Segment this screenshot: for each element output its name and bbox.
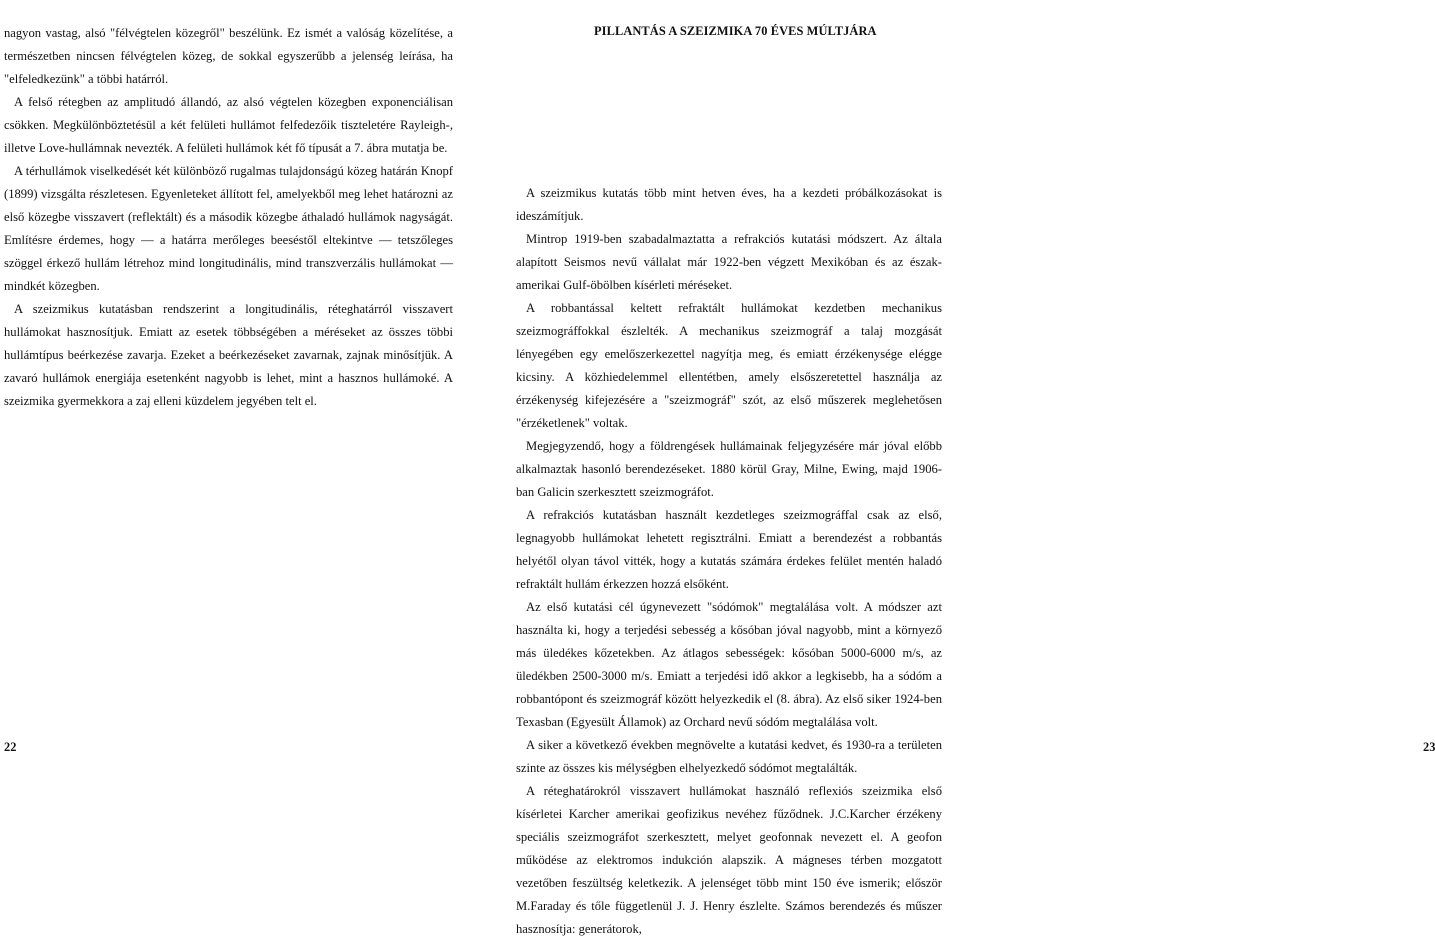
chapter-heading: PILLANTÁS A SZEIZMIKA 70 ÉVES MÚLTJÁRA [594,24,877,38]
page-number-left: 22 [4,740,17,754]
right-paragraph-8: A réteghatárokról visszavert hullámokat használó reflexiós szeizmika első kísérletei Karcher amerikai geofizikus nevéhez fűződnek. J.C.Karcher érzékeny speciális szeizmográfot szerkesztett, melyet geofonnak nevezett el. A geofon működése az elektromos indukción alapszik. A mágneses térben mozgatott vezetőben feszültség keletkezik. A jelenséget több mint 150 éve ismerik; először M.Faraday és tőle függetlenül J. J. Henry észlelte. Számos berendezés és műszer hasznosítja: generátorok, [516,784,942,936]
right-paragraph-3: A robbantással keltett refraktált hullámokat kezdetben mechanikus szeizmográffokkal észlelték. A mechanikus szeizmográf a talaj mozgását lényegében egy emelőszerkezettel nagyítja meg, és emiatt érzékenysége elégge kicsiny. A közhiedelemmel ellentétben, amely elsőszeretettel használja az érzékenység kifejezésére a "szeizmográf" szót, az első műszerek meglehetősen "érzéketlenek" voltak. [516,301,942,430]
left-paragraph-2: A felső rétegben az amplitudó állandó, az alsó végtelen közegben exponenciálisan csökken. Megkülönböztetésül a két felületi hullámot felfedezőik tiszteletére Rayleigh-, illetve Love-hullámnak nevezték. A felületi hullámok két fő típusát a 7. ábra mutatja be. [4,95,453,155]
left-paragraph-4: A szeizmikus kutatásban rendszerint a longitudinális, réteghatárról visszavert hullámokat hasznosítjuk. Emiatt az esetek többségében a méréseket az összes többi hullámtípus beérkezése zavarja. Ezeket a beérkezéseket zavarnak, zajnak minősítjük. A zavaró hullámok energiája esetenként nagyobb is lehet, mint a hasznos hullámoké. A szeizmika gyermekkora a zaj elleni küzdelem jegyében telt el. [4,302,453,408]
right-paragraph-6: Az első kutatási cél úgynevezett "sódómok" megtalálása volt. A módszer azt használta ki, hogy a terjedési sebesség a kősóban jóval nagyobb, mint a környező más üledékes kőzetekben. Az átlagos sebességek: kősóban 5000-6000 m/s, az üledékben 2500-3000 m/s. Emiatt a terjedési idő akkor a legkisebb, ha a sódóm a robbantópont és szeizmográf között helyezkedik el (8. ábra). Az első siker 1924-ben Texasban (Egyesült Államok) az Orchard nevű sódóm megtalálása volt. [516,600,942,729]
left-paragraph-3: A térhullámok viselkedését két különböző rugalmas tulajdonságú közeg határán Knopf (1899) vizsgálta részletesen. Egyenleteket állított fel, amelyekből meg lehet határozni az első közegbe visszavert (reflektált) és a második közegbe áthaladó hullámok nagyságát. Említésre érdemes, hogy — a határra merőleges beeséstől eltekintve — tetszőleges szöggel érkező hullám létrehoz mind longitudinális, mind transzverzális hullámokat — mindkét közegben. [4,164,453,293]
right-text-column [516,182,942,941]
right-paragraph-1: A szeizmikus kutatás több mint hetven éves, ha a kezdeti próbálkozásokat is ideszámítjuk. [516,186,942,223]
left-page [0,0,480,802]
left-text-column [4,22,453,413]
right-paragraph-2: Mintrop 1919-ben szabadalmaztatta a refrakciós kutatási módszert. Az általa alapított Seismos nevű vállalat már 1922-ben végzett Mexikóban és az észak-amerikai Gulf-öbölben kísérleti méréseket. [516,232,942,292]
right-paragraph-7: A siker a következő években megnövelte a kutatási kedvet, és 1930-ra a területen szinte az összes kis mélységben elhelyezkedő sódómot megtalálták. [516,738,942,775]
right-page [480,0,1435,936]
left-paragraph-1: nagyon vastag, alsó "félvégtelen közegről" beszélünk. Ez ismét a valóság közelítése, a természetben nincsen félvégtelen közeg, de sokkal egyszerűbb a jelenség leírása, ha "elfeledkezünk" a többi határról. [4,26,453,86]
right-paragraph-5: A refrakciós kutatásban használt kezdetleges szeizmográffal csak az első, legnagyobb hullámokat lehetett regisztrálni. Emiatt a berendezést a robbantás helyétől olyan távol vitték, hogy a kutatás számára érdekes felület mentén haladó refraktált hullám érkezzen hozzá elsőként. [516,508,942,591]
right-paragraph-4: Megjegyzendő, hogy a földrengések hullámainak feljegyzésére már jóval előbb alkalmaztak hasonló berendezéseket. 1880 körül Gray, Milne, Ewing, majd 1906-ban Galicin szerkesztett szeizmográfot. [516,439,942,499]
page-number-right: 23 [1423,740,1435,754]
